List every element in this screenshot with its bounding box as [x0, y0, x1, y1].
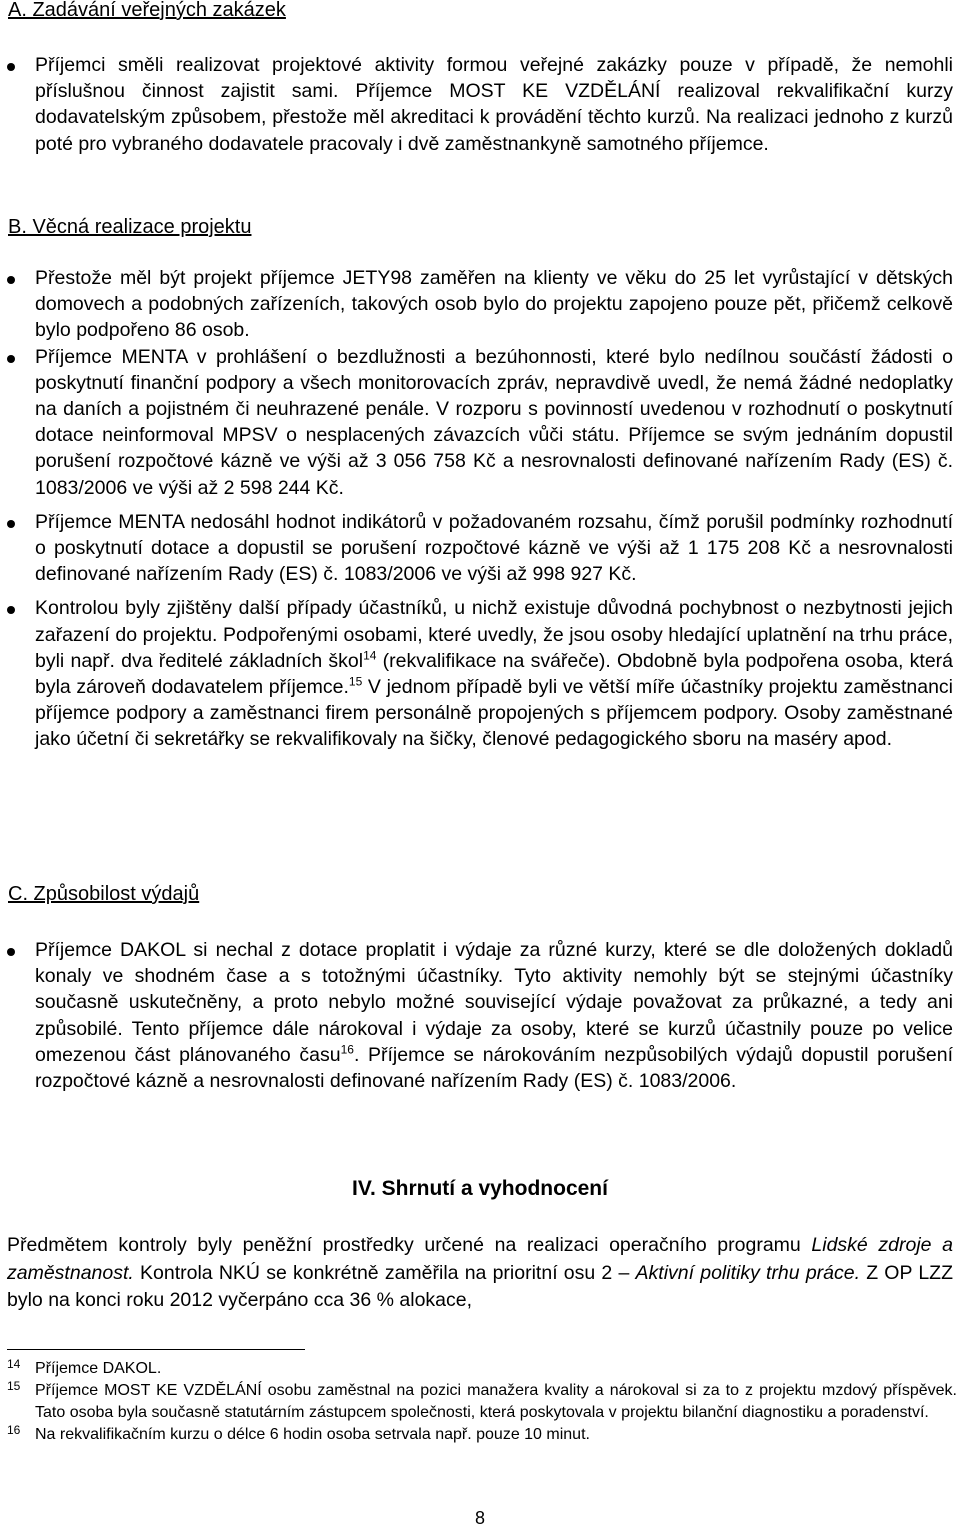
list-item: Příjemce DAKOL si nechal z dotace proplatit i výdaje za různé kurzy, které se dle doložených dokladů konaly ve shodném čase a s totožnými účastníky. Tyto aktivity nemohly být se stejnými účastníky současně uskutečněny, a proto nebylo možné související výdaje považovat za průkazné, a tedy ani způsobilé. Tento příjemce dále nárokoval i výdaje za osoby, které se kurzů účastnily pouze po velice omezenou část plánovaného času$^{16}$. Příjemce se nárokováním nezpůsobilých výdajů dopustil porušení rozpočtové kázně a nesrovnalosti definované nařízením Rady (ES) č. 1083/2006.: [0, 937, 960, 1094]
list-item: Přestože měl být projekt příjemce JETY98 zaměřen na klienty ve věku do 25 let vyrůstající v dětských domovech a podobných zařízeních, takových osob bylo do projektu zapojeno pouze pět, přičemž celkově bylo podpořeno 86 osob.: [0, 265, 960, 344]
page-number: 8: [474, 1508, 485, 1528]
list-item: Kontrolou byly zjištěny další případy účastníků, u nichž existuje důvodná pochybnost o nezbytnosti jejich zařazení do projektu. Podpořenými osobami, které uvedly, že jsou osoby hledající uplatnění na trhu práce, byli např. dva ředitelé základních škol$^{14}$ (rekvalifikace na svářeče). Obdobně byla podpořena osoba, která byla zároveň dodavatelem příjemce.$^{15}$ V jednom případě byli ve větší míře účastníky projektu zaměstnanci příjemce podpory a zaměstnanci firem personálně propojených s příjemcem podpory. Osoby zaměstnané jako účetní či sekretářky se rekvalifikovaly na šičky, členové pedagogického sboru na maséry apod.: [0, 595, 960, 752]
section-a-list: [0, 52, 960, 157]
footnote-ref-14[interactable]: 14: [363, 648, 377, 663]
footnote-14: 14 Příjemce DAKOL.: [7, 1357, 162, 1377]
section-b-heading: B. Věcná realizace projektu: [8, 216, 252, 238]
bullet-icon: [7, 606, 15, 614]
section-iv-title: IV. Shrnutí a vyhodnocení: [352, 1177, 608, 1200]
footnote-ref-15[interactable]: 15: [348, 674, 363, 689]
section-a-heading: A. Zadávání veřejných zakázek: [8, 0, 286, 21]
footnote-divider: [7, 1349, 305, 1350]
list-item: Příjemce MENTA nedosáhl hodnot indikátorů v požadovaném rozsahu, čímž porušil podmínky rozhodnutí o poskytnutí dotace a dopustil se porušení rozpočtové kázně ve výši až 1 175 208 Kč a nesrovnalosti definované nařízením Rady (ES) č. 1083/2006 ve výši až 998 927 Kč.: [0, 509, 960, 588]
section-c-heading: C. Způsobilost výdajů: [8, 883, 200, 905]
section-b-list: [0, 265, 960, 753]
footnote-15: 15 Příjemce MOST KE VZDĚLÁNÍ osobu zaměstnal na pozici manažera kvality a nárokoval si za to z projektu mzdový příspěvek. Tato osoba byla současně statutárním zástupcem společnosti, která poskytovala v projektu bilanční diagnostiku a poradenství.: [7, 1379, 957, 1421]
bullet-icon: [7, 63, 15, 71]
section-c-list: [0, 937, 960, 1094]
list-item: Příjemci směli realizovat projektové aktivity formou veřejné zakázky pouze v případě, že nemohli příslušnou činnost zajistit sami. Příjemce MOST KE VZDĚLÁNÍ realizoval rekvalifikační kurzy dodavatelským způsobem, přestože měl akreditaci k provádění těchto kurzů. Na realizaci jednoho z kurzů poté pro vybraného dodavatele pracovaly i dvě zaměstnankyně samotného příjemce.: [0, 52, 960, 157]
bullet-icon: [7, 355, 15, 363]
section-iv-paragraph: Předmětem kontroly byly peněžní prostředky určené na realizaci operačního programu Lidské zdroje a zaměstnanost. Kontrola NKÚ se konkrétně zaměřila na prioritní osu 2 – Aktivní politiky trhu práce. Z OP LZZ bylo na konci roku 2012 vyčerpáno cca 36 % alokace,: [7, 1234, 953, 1311]
bullet-icon: [7, 276, 15, 284]
bullet-icon: [7, 948, 15, 956]
list-item: Příjemce MENTA v prohlášení o bezdlužnosti a bezúhonnosti, které bylo nedílnou součástí žádosti o poskytnutí finanční podpory a všech monitorovacích zpráv, nepravdivě uvedl, že nemá žádné nedoplatky na daních a pojistném či neuhrazené penále. V rozporu s povinností uvedenou v rozhodnutí o poskytnutí dotace neinformoval MPSV o nesplacených závazcích vůči státu. Příjemce se svým jednáním dopustil porušení rozpočtové kázně ve výši až 3 056 758 Kč a nesrovnalosti definované nařízením Rady (ES) č. 1083/2006 ve výši až 2 598 244 Kč.: [0, 344, 960, 501]
footnote-16: 16 Na rekvalifikačním kurzu o délce 6 hodin osoba setrvala např. pouze 10 minut.: [7, 1423, 590, 1443]
footnotes: [7, 1358, 957, 1446]
bullet-icon: [7, 520, 15, 528]
footnote-ref-16[interactable]: 16: [340, 1042, 354, 1057]
